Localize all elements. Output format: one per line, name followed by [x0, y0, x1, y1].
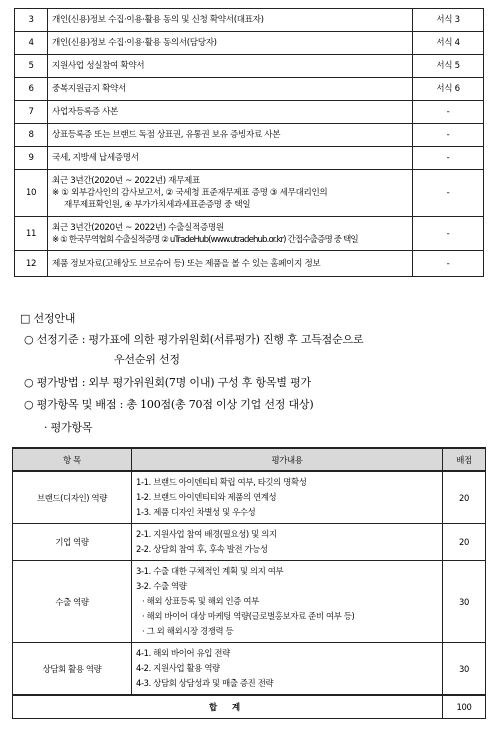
total-row: [13, 695, 486, 719]
row-number: 10: [15, 170, 48, 217]
content-cell: [132, 471, 443, 524]
row-number: 8: [15, 124, 48, 147]
category-cell: 수출 역량: [13, 561, 132, 643]
score-cell: 30: [443, 643, 486, 696]
table-row: [13, 643, 486, 696]
document-note-line: ※ ① 한국무역협회 수출실적증명 ② uTradeHub(www.utradehub.or.kr) 간접수출증명 중 택일: [52, 234, 358, 245]
table-row: [15, 217, 484, 251]
row-number: 12: [15, 251, 48, 277]
table-row: [15, 9, 484, 32]
evaluation-items-summary: ○ 평가항목 및 배점 : 총 100점(총 70점 이상 기업 선정 대상): [24, 398, 314, 411]
content-cell: [132, 643, 443, 696]
criterion-subitem: · 해외 상표등록 및 해외 인증 여부: [142, 596, 259, 606]
document-name: 국세, 지방세 납세증명서: [48, 147, 413, 170]
form-reference: -: [413, 124, 484, 147]
table-row: [15, 124, 484, 147]
table-row: [15, 170, 484, 217]
table-row: [15, 101, 484, 124]
form-reference: -: [413, 251, 484, 277]
score-cell: 20: [443, 471, 486, 524]
selection-criteria-continued: 우선순위 선정: [114, 353, 180, 366]
row-number: 9: [15, 147, 48, 170]
row-number: 7: [15, 101, 48, 124]
form-reference: -: [413, 170, 484, 217]
content-cell: [132, 524, 443, 561]
form-reference: 서식 5: [413, 55, 484, 78]
document-title-line: 최근 3년간(2020년 ~ 2022년) 재무제표: [52, 176, 200, 186]
row-number: 11: [15, 217, 48, 251]
document-title-line: 최근 3년간(2020년 ~ 2022년) 수출실적증명원: [52, 222, 224, 233]
table-row: [15, 55, 484, 78]
criterion-item: 4-1. 해외 바이어 유입 전략: [136, 648, 230, 658]
table-header-row: [13, 448, 486, 471]
score-cell: 30: [443, 561, 486, 643]
form-reference: -: [413, 101, 484, 124]
content-cell: [132, 561, 443, 643]
evaluation-table: [12, 447, 486, 719]
form-reference: 서식 3: [413, 9, 484, 32]
row-number: 5: [15, 55, 48, 78]
document-name: 제품 정보자료(고해상도 브로슈어 등) 또는 제품을 볼 수 있는 홈페이지 정보: [48, 251, 413, 277]
document-note-line: ※ ① 외부감사인의 감사보고서, ② 국세청 표준재무제표 증명 ③ 세무대리인의: [52, 188, 328, 198]
document-name: 상표등록증 또는 브랜드 독점 상표권, 유통권 보유 증빙자료 사본: [48, 124, 413, 147]
row-number: 6: [15, 78, 48, 101]
header-content: 평가내용: [132, 448, 443, 471]
documents-table: [14, 8, 484, 277]
form-reference: -: [413, 217, 484, 251]
table-row: [13, 524, 486, 561]
table-row: [15, 147, 484, 170]
row-number: 4: [15, 32, 48, 55]
total-label: 합 계: [13, 695, 443, 719]
criterion-item: 4-2. 지원사업 활용 역량: [136, 663, 220, 673]
category-cell: 기업 역량: [13, 524, 132, 561]
form-reference: -: [413, 147, 484, 170]
evaluation-items-label: · 평가항목: [44, 421, 93, 434]
document-name: 지원사업 성실참여 확약서: [48, 55, 413, 78]
document-name: [48, 217, 413, 251]
criterion-item: 1-3. 제품 디자인 차별성 및 우수성: [136, 507, 256, 517]
criterion-item: 1-1. 브랜드 아이덴티티 확립 여부, 타깃의 명확성: [136, 477, 307, 487]
document-name: 개인(신용)정보 수집·이용·활용 동의 및 신청 확약서(대표자): [48, 9, 413, 32]
criterion-item: 2-1. 지원사업 참여 배경(필요성) 및 의지: [136, 529, 277, 539]
criterion-subitem: · 그 외 해외시장 경쟁력 등: [142, 626, 234, 636]
criterion-subitem: · 해외 바이어 대상 마케팅 역량(글로벌홍보자료 준비 여부 등): [142, 611, 355, 621]
table-row: [15, 32, 484, 55]
total-score: 100: [443, 695, 486, 719]
section-heading: □ 선정안내: [20, 312, 76, 325]
criterion-item: 3-2. 수출 역량: [136, 581, 187, 591]
category-cell: 브랜드(디자인) 역량: [13, 471, 132, 524]
document-note-line: 재무제표확인원, ④ 부가가치세과세표준증명 중 택일: [64, 200, 251, 210]
document-name: 개인(신용)정보 수집·이용·활용 동의서(담당자): [48, 32, 413, 55]
header-score: 배점: [443, 448, 486, 471]
table-row: [13, 561, 486, 643]
table-row: [15, 78, 484, 101]
form-reference: 서식 4: [413, 32, 484, 55]
score-cell: 20: [443, 524, 486, 561]
row-number: 3: [15, 9, 48, 32]
criterion-item: 3-1. 수출 대한 구체적인 계획 및 의지 여부: [136, 566, 284, 576]
table-row: [13, 471, 486, 524]
criterion-item: 4-3. 상담회 상담성과 및 매출 증진 전략: [136, 678, 274, 688]
table-row: [15, 251, 484, 277]
document-name: 중복지원금지 확약서: [48, 78, 413, 101]
selection-criteria: ○ 선정기준 : 평가표에 의한 평가위원회(서류평가) 진행 후 고득점순으로: [24, 333, 364, 346]
header-category: 항 목: [13, 448, 132, 471]
evaluation-method: ○ 평가방법 : 외부 평가위원회(7명 이내) 구성 후 항목별 평가: [24, 376, 311, 389]
form-reference: 서식 6: [413, 78, 484, 101]
document-name: 사업자등록증 사본: [48, 101, 413, 124]
document-name: [48, 170, 413, 217]
criterion-item: 2-2. 상담회 참여 후, 후속 발전 가능성: [136, 544, 268, 554]
category-cell: 상담회 활용 역량: [13, 643, 132, 696]
criterion-item: 1-2. 브랜드 아이덴티티와 제품의 연계성: [136, 492, 277, 502]
